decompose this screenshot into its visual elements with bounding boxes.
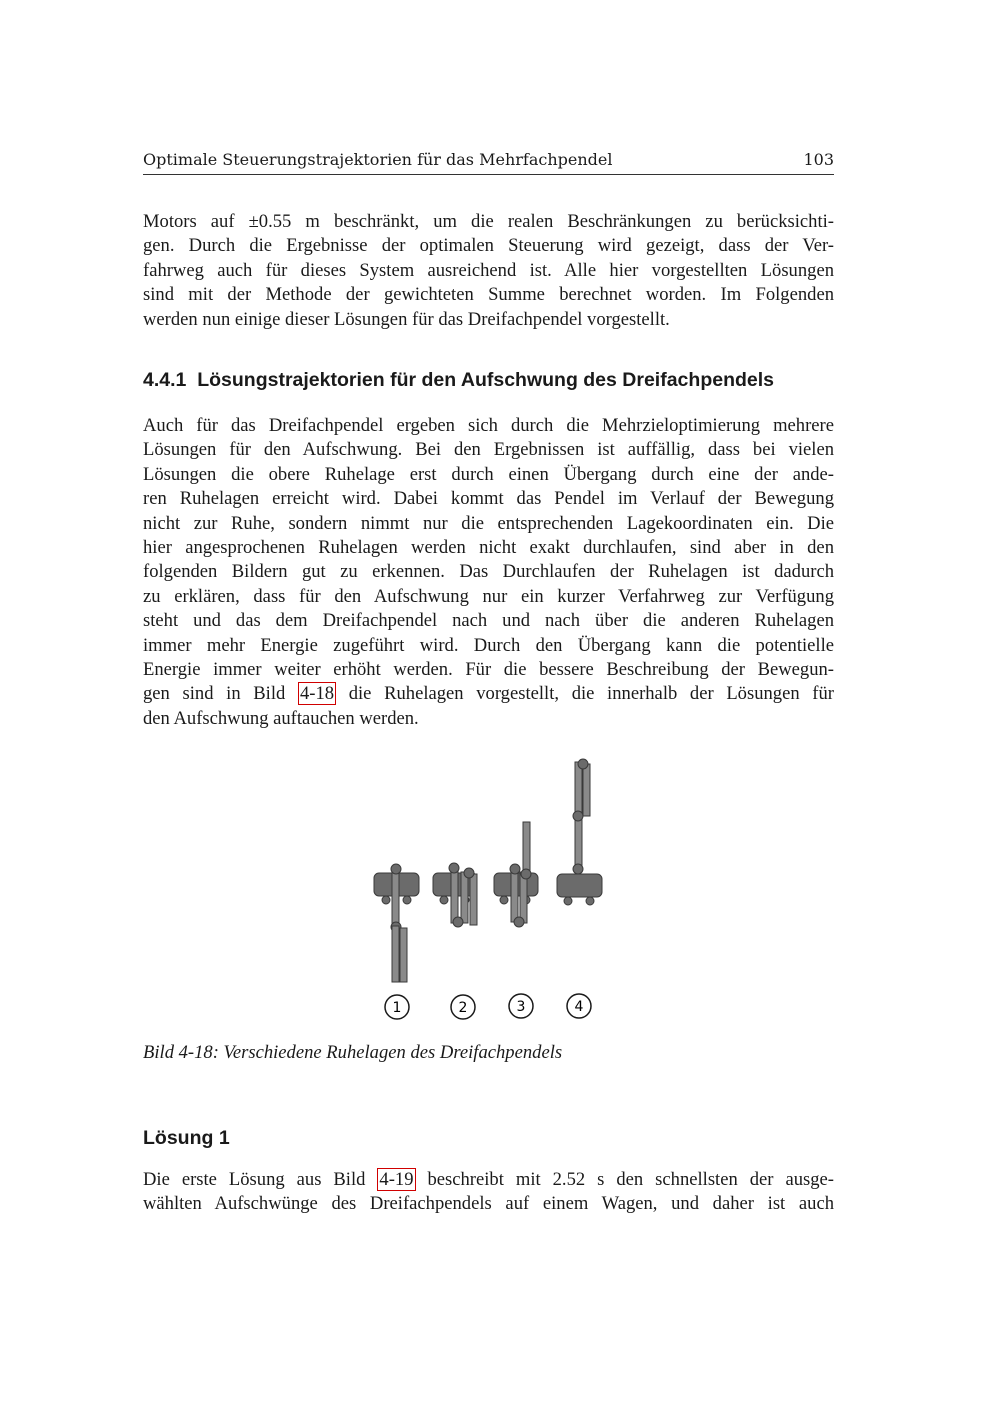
text-fragment: die Ruhelagen vorgestellt, die innerhalb der Lösungen für <box>336 683 834 705</box>
text-line: ren Ruhelagen erreicht wird. Dabei kommt das Pendel im Verlauf der Bewegung <box>143 488 834 510</box>
figure-link-4-19[interactable]: 4-19 <box>379 1169 414 1190</box>
text-fragment: beschreibt mit 2.52 s den schnellsten der ausge- <box>415 1169 834 1190</box>
rest-position-4 <box>557 759 602 905</box>
caption-text: : Verschiedene Ruhelagen des Dreifachpendels <box>212 1042 563 1063</box>
paragraph-1 <box>143 210 834 332</box>
text-line: zu erklären, dass für den Aufschwung nur ein kurzer Verfahrweg zur Verfügung <box>143 585 834 607</box>
caption-label: Bild 4-18 <box>143 1042 213 1063</box>
rest-position-2 <box>433 863 477 927</box>
label-2-text: 2 <box>458 1000 468 1016</box>
figure-caption <box>143 1042 562 1064</box>
label-3-text: 3 <box>516 999 526 1015</box>
position-label-1 <box>385 995 409 1019</box>
text-fragment: gen sind in Bild <box>143 683 298 705</box>
text-line: sind mit der Methode der gewichteten Summe berechnet worden. Im Folgenden <box>143 284 834 306</box>
text-line: wählten Aufschwünge des Dreifachpendels auf einem Wagen, und daher ist auch <box>143 1193 834 1215</box>
position-label-2 <box>451 995 475 1019</box>
text-line: den Aufschwung auftauchen werden. <box>143 707 419 729</box>
running-title: Optimale Steuerungstrajektorien für das Mehrfachpendel <box>143 150 613 169</box>
page-header <box>143 150 834 175</box>
text-line <box>143 1168 834 1192</box>
text-line: gen. Durch die Ergebnisse der optimalen Steuerung wird gezeigt, dass der Ver- <box>143 235 834 257</box>
page-number: 103 <box>803 150 834 169</box>
text-line: fahrweg auch für dieses System ausreichend ist. Alle hier vorgestellten Lösungen <box>143 259 834 281</box>
text-line: Energie immer weiter erhöht werden. Für die bessere Beschreibung der Bewegun- <box>143 659 834 681</box>
paragraph-2 <box>143 414 834 731</box>
paragraph-3 <box>143 1168 834 1217</box>
rest-position-1 <box>374 864 419 982</box>
pendulum-figure <box>360 752 620 1027</box>
section-heading <box>143 369 774 392</box>
position-label-4 <box>567 994 591 1018</box>
section-title: Lösungstrajektorien für den Aufschwung des Dreifachpendels <box>197 369 775 391</box>
text-line: Lösungen die obere Ruhelage erst durch einen Übergang durch eine der ande- <box>143 463 834 485</box>
text-line: nicht zur Ruhe, sondern nimmt nur die entsprechenden Lagekoordinaten ein. Die <box>143 512 834 534</box>
text-line: hier angesprochenen Ruhelagen werden nicht exakt durchlaufen, sind aber in den <box>143 537 834 559</box>
text-line: immer mehr Energie zugeführt wird. Durch den Übergang kann die potentielle <box>143 634 834 656</box>
label-1-text: 1 <box>392 1000 402 1016</box>
text-line: Lösungen für den Aufschwung. Bei den Ergebnissen ist auffällig, dass bei vielen <box>143 439 834 461</box>
text-fragment: Die erste Lösung aus Bild <box>143 1169 378 1190</box>
text-line: Auch für das Dreifachpendel ergeben sich durch die Mehrzieloptimierung mehrere <box>143 415 834 436</box>
section-number: 4.4.1 <box>143 369 187 391</box>
label-4-text: 4 <box>574 999 584 1015</box>
text-line <box>143 682 834 706</box>
text-line: folgenden Bildern gut zu erkennen. Das Durchlaufen der Ruhelagen ist dadurch <box>143 561 834 583</box>
rest-position-3 <box>494 822 538 927</box>
text-line: werden nun einige dieser Lösungen für das Dreifachpendel vorgestellt. <box>143 308 670 330</box>
figure-link-4-18[interactable]: 4-18 <box>299 683 335 705</box>
position-label-3 <box>509 994 533 1018</box>
text-line: steht und das dem Dreifachpendel nach und nach über die anderen Ruhelagen <box>143 610 834 632</box>
text-line: Motors auf ±0.55 m beschränkt, um die realen Beschränkungen zu berücksichti- <box>143 211 834 232</box>
subsection-heading: Lösung 1 <box>143 1127 230 1149</box>
